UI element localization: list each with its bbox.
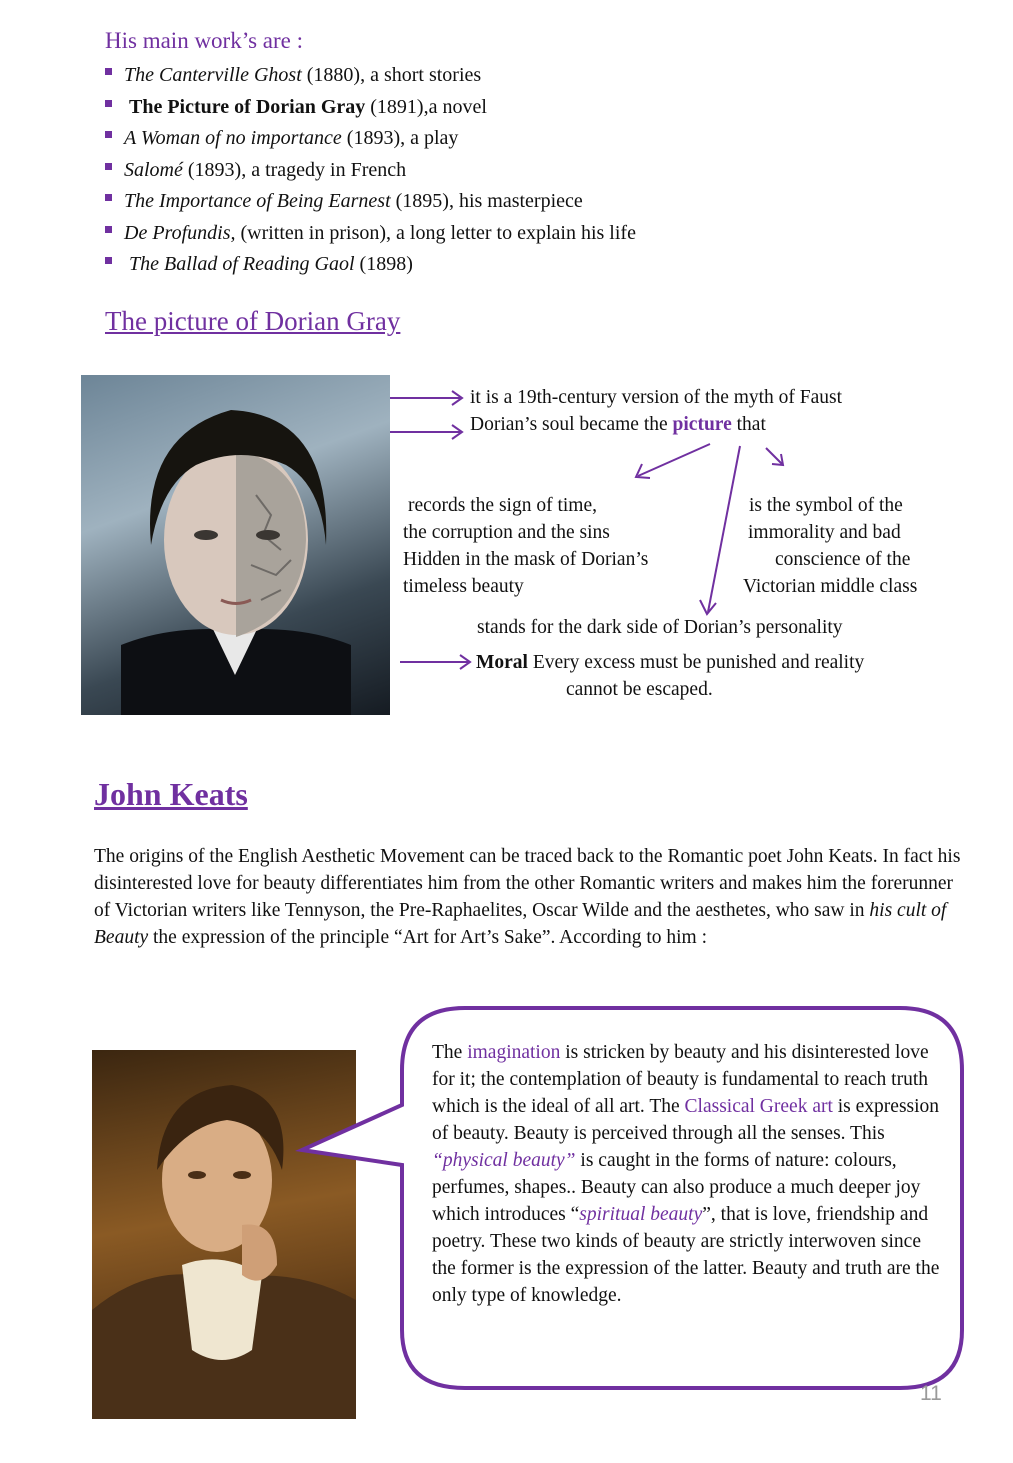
picture-keyword: picture [672,414,732,435]
portrait-illustration [81,375,390,715]
para-text: The origins of the English Aesthetic Movement can be traced back to the Romantic poet John Keats. In fact his disinterested love for beauty differentiates him from the other Romantic writers and makes him the forerunner of Victorian writers like Tennyson, the Pre-Raphaelites, Oscar Wilde and the aesthetes, who saw in [94,846,961,921]
work-detail: (1898) [354,253,413,275]
work-title: Salomé [124,158,183,181]
faust-line: it is a 19th-century version of the myth of Faust [470,387,843,408]
bullet-icon [105,257,112,264]
work-title: A Woman of no importance [124,127,342,149]
work-detail: (1893), a play [341,127,459,149]
bubble-text-run: is expression of beauty. Beauty is perceived through all the senses. This [432,1096,940,1144]
dorian-gray-portrait [81,375,390,715]
work-detail: (1895), his masterpiece [390,190,583,212]
list-item [105,156,805,188]
work-detail: (1893), a tragedy in French [182,158,407,181]
work-detail: (written in prison), a long letter to explain his life [235,221,636,244]
picture-line-end: that [731,414,766,435]
list-item [105,250,805,282]
keats-intro-paragraph [94,843,974,951]
list-item [105,219,805,251]
bullet-icon [105,100,112,107]
right-block-line: immorality and bad [748,522,901,543]
left-block-line: Hidden in the mask of Dorian’s [403,549,649,570]
left-block-line: timeless beauty [403,576,524,597]
moral-line-2: cannot be escaped. [566,679,713,700]
right-block-line: conscience of the [775,549,911,570]
bubble-text [432,1039,942,1309]
work-title: The Picture of Dorian Gray [129,95,366,118]
works-heading: His main work’s are : [105,28,304,53]
works-list [105,61,805,282]
bullet-icon [105,131,112,138]
imagination-keyword: imagination [467,1042,561,1063]
moral-label: Moral [476,652,528,673]
page-number: 11 [920,1382,942,1405]
bubble-text-run: is stricken by beauty and his disinterested love for it; the contemplation of beauty is fundamental to reach truth which is the ideal of all art. The [432,1042,929,1117]
right-block-line: Victorian middle class [743,576,918,597]
physical-beauty-keyword: “physical beauty” [432,1150,576,1171]
moral-text: Every excess must be punished and reality [532,652,865,673]
left-block-line: records the sign of time, [408,495,597,516]
bullet-icon [105,163,112,170]
picture-line-start: Dorian’s soul became the [470,414,673,435]
bullet-icon [105,68,112,75]
section-title: The picture of Dorian Gray [105,306,401,336]
work-detail: (1891),a novel [365,95,487,118]
moral-line [476,649,864,676]
keats-heading: John Keats [94,776,248,812]
para-emphasis: his cult of Beauty [94,900,947,948]
work-title: The Canterville Ghost [124,64,302,86]
picture-line [470,411,766,438]
work-detail: (1880), a short stories [301,64,482,86]
bullet-icon [105,226,112,233]
work-title: The Importance of Being Earnest [124,190,391,212]
left-block-line: the corruption and the sins [403,522,610,543]
list-item [105,187,805,219]
dark-side-line: stands for the dark side of Dorian’s personality [477,617,843,638]
list-item [105,124,805,156]
bullet-icon [105,194,112,201]
bubble-text-run: ”, that is love, friendship and poetry. These two kinds of beauty are strictly interwoven since the former is the expression of the latter. Beauty and truth are the only type of knowledge. [432,1204,940,1306]
work-title: The Ballad of Reading Gaol [129,253,355,275]
para-text: the expression of the principle “Art for Art’s Sake”. According to him : [148,927,708,948]
list-item [105,61,805,93]
list-item [105,93,805,125]
classical-greek-art-keyword: Classical Greek art [684,1096,833,1117]
bubble-text-run: The [432,1042,468,1063]
right-block-line: is the symbol of the [749,495,903,516]
work-title: De Profundis, [124,221,236,244]
bubble-text-run: is caught in the forms of nature: colours, perfumes, shapes.. Beauty can also produce a much deeper joy which introduces “ [432,1150,921,1225]
spiritual-beauty-keyword: spiritual beauty [579,1204,703,1225]
